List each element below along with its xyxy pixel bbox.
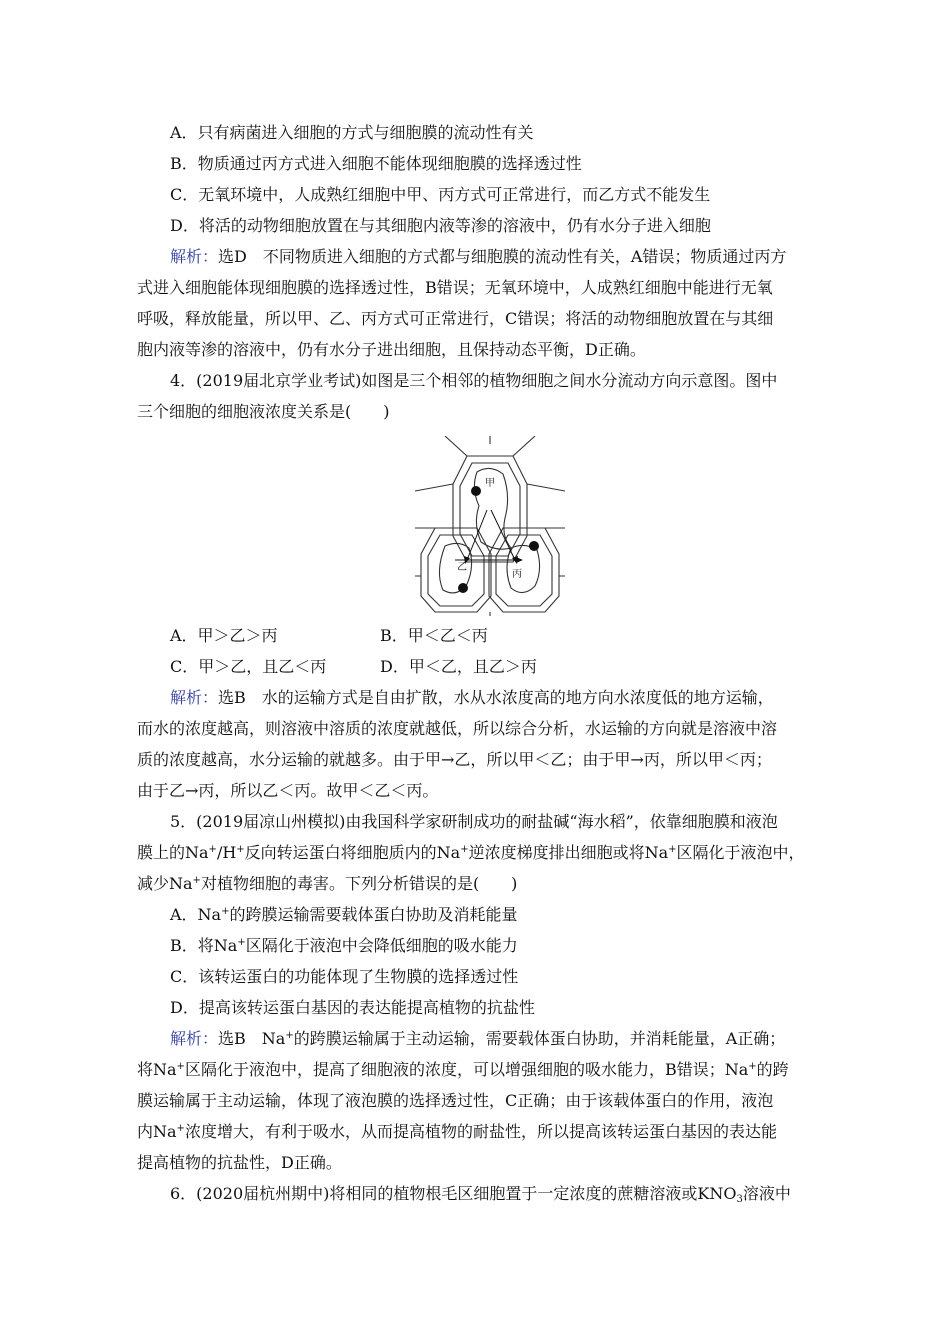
q6-stem (170, 1184, 791, 1204)
q5-option-c: C．该转运蛋白的功能体现了生物膜的选择透过性 (170, 967, 519, 986)
q3-analysis-text: 选D 不同物质进入细胞的方式都与细胞膜的流动性有关，A错误；物质通过丙方 (218, 247, 787, 266)
superscript: + (285, 1030, 294, 1041)
q3-analysis-line: 呼吸，释放能量，所以甲、乙、丙方式可正常进行，C错误；将活的动物细胞放置在与其细 (137, 309, 774, 328)
text-run: 对植物细胞的毒害。下列分析错误的是( ) (200, 874, 518, 893)
superscript: + (176, 1061, 185, 1072)
text-run: 区隔化于液泡中会降低细胞的吸水能力 (245, 936, 518, 955)
superscript: + (668, 844, 677, 855)
analysis-label: 解析： (170, 688, 219, 707)
superscript: + (236, 844, 245, 855)
text-run: 6．(2020届杭州期中)将相同的植物根毛区细胞置于一定浓度的蔗糖溶液或KNO (170, 1184, 737, 1203)
text-run: 反向转运蛋白将细胞质内的Na (244, 843, 461, 862)
text-run: 的跨膜运输需要载体蛋白协助及消耗能量 (229, 905, 518, 924)
text-run: 溶液中 (742, 1184, 791, 1203)
text-run: 内Na (137, 1122, 177, 1141)
text-run: 区隔化于液泡中， (676, 843, 805, 862)
superscript: + (748, 1061, 757, 1072)
q4-analysis-line: 质的浓度越高，水分运输的就越多。由于甲→乙，所以甲＜乙；由于甲→丙，所以甲＜丙； (137, 750, 772, 769)
nucleus-right (529, 541, 539, 551)
analysis-label: 解析： (170, 247, 219, 266)
text-run: A．Na (170, 905, 222, 924)
superscript: + (237, 937, 246, 948)
q4-analysis-line (170, 688, 774, 708)
text-run: 的跨 (756, 1060, 789, 1079)
label-bing: 丙 (512, 569, 522, 580)
q3-analysis-line: 胞内液等渗的溶液中，仍有水分子进出细胞，且保持动态平衡，D正确。 (137, 340, 646, 359)
label-jia: 甲 (485, 478, 495, 489)
superscript: + (460, 844, 469, 855)
text-run: 浓度增大，有利于吸水，从而提高植物的耐盐性，所以提高该转运蛋白基因的表达能 (184, 1122, 777, 1141)
q4-option-b: B．甲＜乙＜丙 (380, 626, 488, 645)
q4-option-d: D．甲＜乙，且乙＞丙 (380, 657, 537, 676)
label-yi: 乙 (457, 562, 467, 573)
superscript: + (192, 875, 201, 886)
cell-membrane-top (460, 463, 520, 556)
q3-option-b: B．物质通过丙方式进入细胞不能体现细胞膜的选择透过性 (170, 154, 582, 173)
text-run: 减少Na (137, 874, 193, 893)
subscript: 3 (736, 1194, 743, 1205)
q5-option-b (170, 936, 518, 956)
analysis-label: 解析： (170, 1029, 219, 1048)
text-run: 区隔化于液泡中，提高了细胞液的浓度，可以增强细胞的吸水能力，B错误；Na (184, 1060, 749, 1079)
nucleus-top (471, 486, 481, 496)
text-run: 膜上的Na (137, 843, 209, 862)
q5-option-d: D．提高该转运蛋白基因的表达能提高植物的抗盐性 (170, 998, 535, 1017)
q5-analysis-line (170, 1029, 785, 1049)
arrowhead-icon (516, 557, 523, 563)
superscript: + (176, 1123, 185, 1134)
text-run: /H (216, 843, 237, 862)
text-run: B．将Na (170, 936, 238, 955)
q4-option-c: C．甲＞乙，且乙＜丙 (170, 657, 327, 676)
q4-option-a: A．甲＞乙＞丙 (170, 626, 278, 645)
q5-stem: 5．(2019届凉山州模拟)由我国科学家研制成功的耐盐碱“海水稻”，依靠细胞膜和液泡 (170, 812, 778, 831)
q5-analysis-line: 膜运输属于主动运输，体现了液泡膜的选择透过性，C正确；由于该载体蛋白的作用，液泡 (137, 1091, 774, 1110)
q4-analysis-text: 选B 水的运输方式是自由扩散，水从水浓度高的地方向水浓度低的地方运输， (218, 688, 774, 707)
plant-cells-figure (415, 436, 565, 616)
nucleus-left (458, 583, 468, 593)
q4-stem: 4．(2019届北京学业考试)如图是三个相邻的植物细胞之间水分流动方向示意图。图中 (170, 371, 778, 390)
q3-option-a: A．只有病菌进入细胞的方式与细胞膜的流动性有关 (170, 123, 534, 142)
q5-analysis-line (137, 1060, 789, 1080)
cell-membrane-left (428, 535, 484, 606)
q5-option-a (170, 905, 518, 925)
superscript: + (208, 844, 217, 855)
q5-analysis-line (137, 1122, 777, 1142)
text-run: 的跨膜运输属于主动运输，需要载体蛋白协助，并消耗能量，A正确； (293, 1029, 786, 1048)
superscript: + (221, 906, 230, 917)
q3-analysis-line (170, 247, 786, 267)
text-run: 逆浓度梯度排出细胞或将Na (468, 843, 669, 862)
text-run: 将Na (137, 1060, 177, 1079)
q4-analysis-line: 而水的浓度越高，则溶液中溶质的浓度就越低，所以综合分析，水运输的方向就是溶液中溶 (137, 719, 778, 738)
q4-stem: 三个细胞的细胞液浓度关系是( ) (137, 402, 390, 421)
q5-analysis-line: 提高植物的抗盐性，D正确。 (137, 1153, 342, 1172)
q3-analysis-line: 式进入细胞能体现细胞膜的选择透过性，B错误；无氧环境中，人成熟红细胞中能进行无氧 (137, 278, 773, 297)
q3-option-c: C．无氧环境中，人成熟红细胞中甲、丙方式可正常进行，而乙方式不能发生 (170, 185, 711, 204)
text-run: 选B Na (218, 1029, 286, 1048)
q3-option-d: D．将活的动物细胞放置在与其细胞内液等渗的溶液中，仍有水分子进入细胞 (170, 216, 711, 235)
q4-analysis-line: 由于乙→丙，所以乙＜丙。故甲＜乙＜丙。 (137, 781, 439, 800)
q5-stem (137, 874, 517, 894)
q5-stem (137, 843, 805, 863)
